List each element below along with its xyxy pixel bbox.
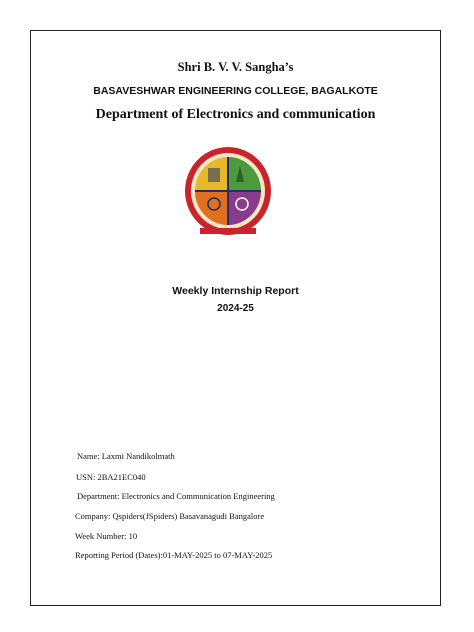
student-department: Department: Electronics and Communication Engineering bbox=[77, 491, 275, 501]
report-title: Weekly Internship Report bbox=[172, 285, 299, 297]
student-company: Company: Qspiders(JSpiders) Basavanagudi Bangalore bbox=[75, 511, 265, 521]
department-title: Department of Electronics and communication bbox=[95, 107, 376, 122]
college-name: BASAVESHWAR ENGINEERING COLLEGE, BAGALKOTE bbox=[93, 85, 378, 97]
week-number: Week Number: 10 bbox=[75, 531, 138, 541]
student-name: Name: Laxmi Nandikolmath bbox=[77, 451, 175, 461]
student-usn: USN: 2BA21EC040 bbox=[76, 472, 146, 482]
college-emblem-icon bbox=[184, 146, 272, 236]
reporting-period: Reporting Period (Dates):01-MAY-2025 to 07-MAY-2025 bbox=[75, 550, 273, 560]
report-year: 2024-25 bbox=[217, 303, 254, 314]
organization-name: Shri B. V. V. Sangha’s bbox=[177, 60, 294, 74]
